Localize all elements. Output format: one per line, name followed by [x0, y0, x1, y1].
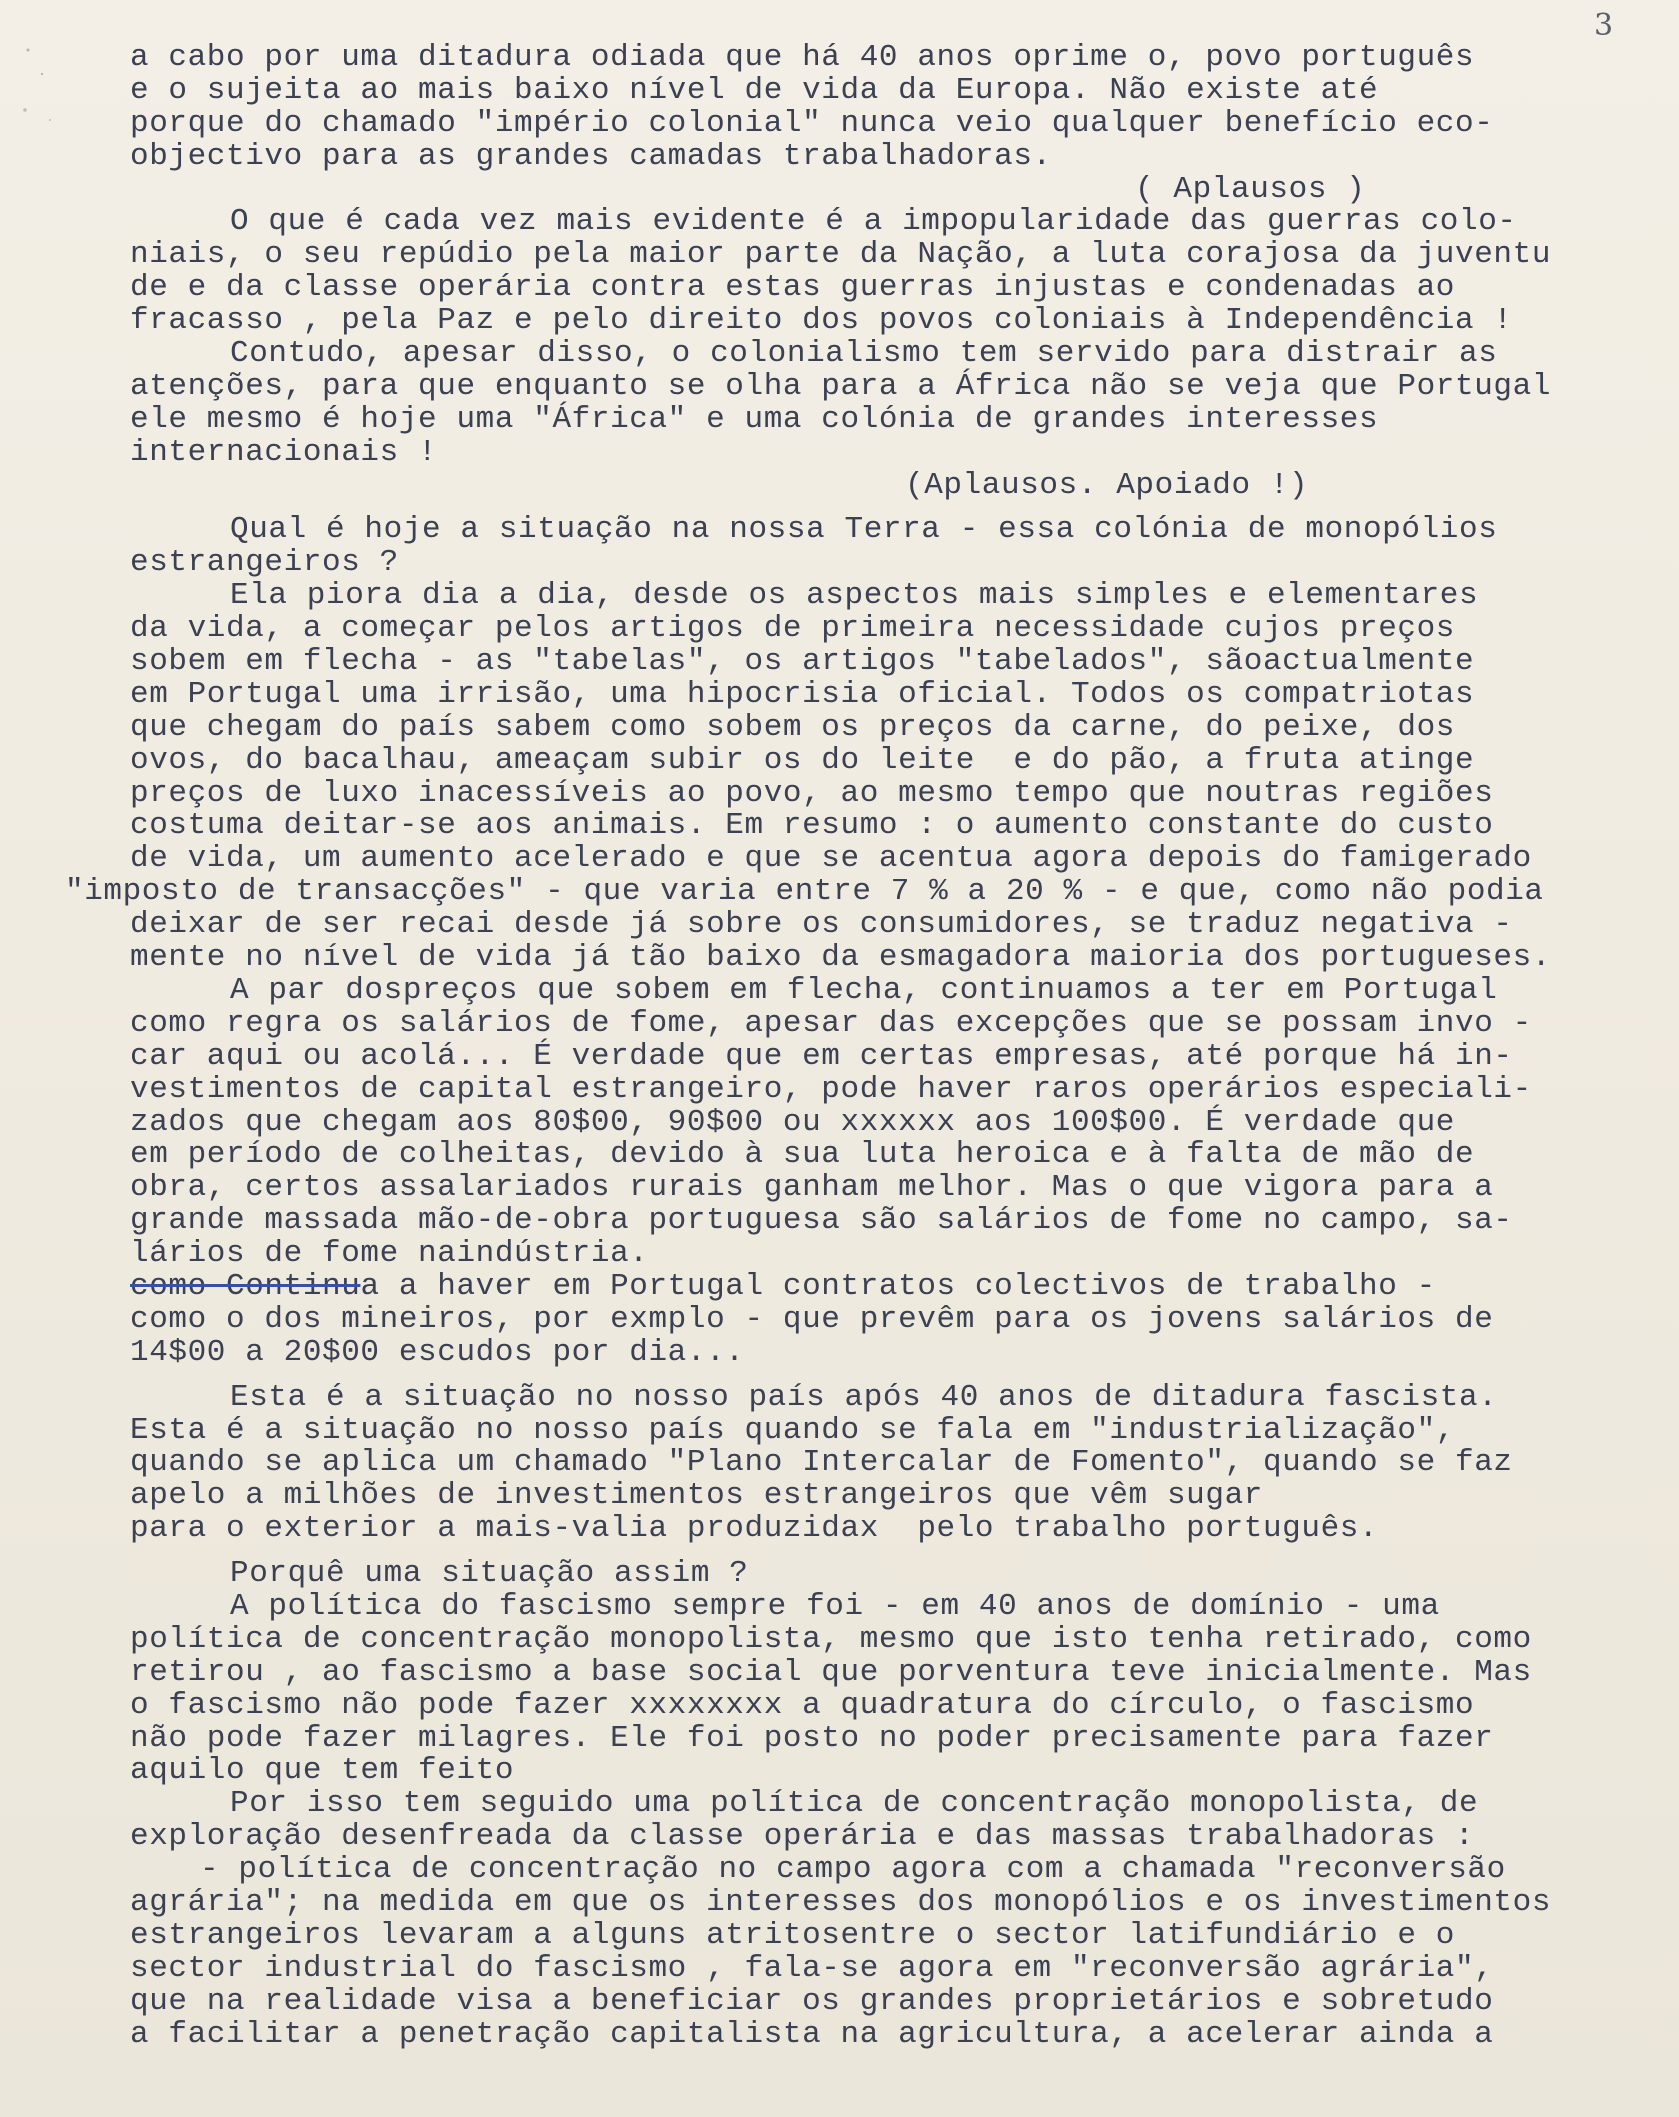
text-line: atenções, para que enquanto se olha para a África não se veja que Portugal — [130, 368, 1552, 404]
line-text: a a haver em Portugal contratos colectivos de trabalho - — [360, 1268, 1436, 1304]
text-line: sector industrial do fascismo , fala-se agora em "reconversão agrária", — [130, 1950, 1494, 1986]
text-line: fracasso , pela Paz e pelo direito dos povos coloniais à Independência ! — [130, 303, 1513, 339]
text-line: obra, certos assalariados rurais ganham melhor. Mas o que vigora para a — [130, 1170, 1494, 1206]
document-body — [0, 42, 1679, 2051]
text-line: a facilitar a penetração capitalista na agricultura, a acelerar ainda a — [130, 2016, 1494, 2052]
text-line: "imposto de transacções" - que varia entre 7 % a 20 % - e que, como não podia — [65, 874, 1544, 910]
text-line: ( Aplausos ) — [1135, 171, 1366, 207]
text-line: da vida, a começar pelos artigos de primeira necessidade cujos preços — [130, 611, 1456, 647]
text-line: niais, o seu repúdio pela maior parte da Nação, a luta corajosa da juventu — [130, 237, 1552, 273]
text-line: - política de concentração no campo agora com a chamada "reconversão — [200, 1852, 1506, 1888]
text-line: de e da classe operária contra estas guerras injustas e condenadas ao — [130, 270, 1456, 306]
text-line: Porquê uma situação assim ? — [230, 1556, 749, 1592]
text-line: política de concentração monopolista, mesmo que isto tenha retirado, como — [130, 1621, 1532, 1657]
text-line: Por isso tem seguido uma política de concentração monopolista, de — [230, 1786, 1479, 1822]
text-line: car aqui ou acolá... É verdade que em certas empresas, até porque há in- — [130, 1038, 1513, 1074]
text-line: A par dospreços que sobem em flecha, continuamos a ter em Portugal — [230, 972, 1498, 1008]
struck-text: como Continu — [130, 1268, 361, 1304]
text-line: e o sujeita ao mais baixo nível de vida da Europa. Não existe até — [130, 72, 1379, 108]
text-line: que na realidade visa a beneficiar os grandes proprietários e sobretudo — [130, 1983, 1494, 2019]
text-line: de vida, um aumento acelerado e que se acentua agora depois do famigerado — [130, 841, 1532, 877]
text-line: a cabo por uma ditadura odiada que há 40 anos oprime o, povo português — [130, 40, 1475, 75]
text-line: Ela piora dia a dia, desde os aspectos mais simples e elementares — [230, 578, 1479, 614]
text-line: mente no nível de vida já tão baixo da esmagadora maioria dos portugueses. — [130, 940, 1552, 976]
text-line: zados que chegam aos 80$00, 90$00 ou xxxxxx aos 100$00. É verdade que — [130, 1104, 1456, 1140]
text-line: Contudo, apesar disso, o colonialismo tem servido para distrair as — [230, 336, 1498, 372]
text-line: deixar de ser recai desde já sobre os consumidores, se traduz negativa - — [130, 907, 1513, 943]
text-line: não pode fazer milagres. Ele foi posto no poder precisamente para fazer — [130, 1720, 1494, 1756]
text-line: Esta é a situação no nosso país quando se fala em "industrialização", — [130, 1412, 1456, 1448]
text-line: que chegam do país sabem como sobem os preços da carne, do peixe, dos — [130, 709, 1456, 745]
text-line: retirou , ao fascismo a base social que porventura teve inicialmente. Mas — [130, 1654, 1532, 1690]
text-line: vestimentos de capital estrangeiro, pode haver raros operários especiali- — [130, 1071, 1532, 1107]
text-line: como regra os salários de fome, apesar das excepções que se possam invo - — [130, 1005, 1532, 1041]
text-line: objectivo para as grandes camadas trabalhadoras. — [130, 138, 1052, 174]
text-line: estrangeiros ? — [130, 545, 399, 581]
text-line: apelo a milhões de investimentos estrangeiros que vêm sugar — [130, 1478, 1263, 1514]
text-line: Esta é a situação no nosso país após 40 anos de ditadura fascista. — [230, 1379, 1498, 1415]
page-number: 3 — [1594, 8, 1614, 43]
text-line: internacionais ! — [130, 434, 438, 470]
text-line: exploração desenfreada da classe operária e das massas trabalhadoras : — [130, 1819, 1475, 1855]
text-line: Qual é hoje a situação na nossa Terra - essa colónia de monopólios — [230, 512, 1498, 548]
text-line: como o dos mineiros, por exmplo - que prevêm para os jovens salários de — [130, 1301, 1494, 1337]
text-line: o fascismo não pode fazer xxxxxxxx a quadratura do círculo, o fascismo — [130, 1687, 1475, 1723]
text-line: para o exterior a mais-valia produzidax pelo trabalho português. — [130, 1511, 1379, 1547]
text-line: ovos, do bacalhau, ameaçam subir os do leite e do pão, a fruta atinge — [130, 742, 1475, 778]
text-line: agrária"; na medida em que os interesses dos monopólios e os investimentos — [130, 1884, 1552, 1920]
text-line: em período de colheitas, devido à sua luta heroica e à falta de mão de — [130, 1137, 1475, 1173]
text-line: em Portugal uma irrisão, uma hipocrisia oficial. Todos os compatriotas — [130, 676, 1475, 712]
text-line: estrangeiros levaram a alguns atritosentre o sector latifundiário e o — [130, 1917, 1456, 1953]
text-line: quando se aplica um chamado "Plano Intercalar de Fomento", quando se faz — [130, 1445, 1513, 1481]
text-line: grande massada mão-de-obra portuguesa são salários de fome no campo, sa- — [130, 1203, 1513, 1239]
text-line: 14$00 a 20$00 escudos por dia... — [130, 1334, 745, 1370]
text-line: porque do chamado "império colonial" nunca veio qualquer benefício eco- — [130, 105, 1494, 141]
text-line: aquilo que tem feito — [130, 1753, 515, 1789]
text-line: lários de fome naindústria. — [130, 1236, 649, 1272]
text-line: A política do fascismo sempre foi - em 40 anos de domínio - uma — [230, 1588, 1440, 1624]
text-line: costuma deitar-se aos animais. Em resumo : o aumento constante do custo — [130, 808, 1494, 844]
text-line — [0, 1268, 1679, 1304]
text-line: O que é cada vez mais evidente é a impopularidade das guerras colo- — [230, 204, 1517, 240]
text-line: sobem em flecha - as "tabelas", os artigos "tabelados", sãoactualmente — [130, 644, 1475, 680]
text-line: (Aplausos. Apoiado !) — [905, 467, 1309, 503]
text-line: preços de luxo inacessíveis ao povo, ao mesmo tempo que noutras regiões — [130, 775, 1494, 811]
text-line: ele mesmo é hoje uma "África" e uma colónia de grandes interesses — [130, 401, 1379, 437]
